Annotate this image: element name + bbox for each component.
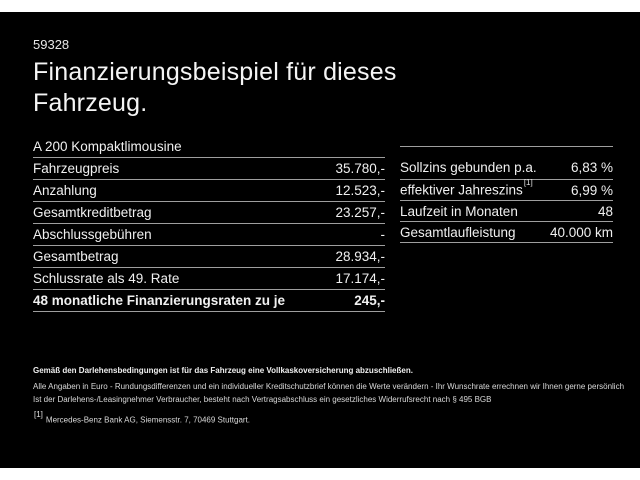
row-label: effektiver Jahreszins[1] <box>400 178 533 198</box>
top-frame-bar <box>0 0 640 12</box>
finance-table <box>33 136 385 312</box>
conditions-table <box>400 146 613 243</box>
table-row <box>33 180 385 202</box>
row-label: Fahrzeugpreis <box>33 161 120 176</box>
row-value: 17.174,- <box>335 271 385 286</box>
table-row <box>400 222 613 243</box>
row-label: Gesamtlaufleistung <box>400 224 516 240</box>
footnote-bank: [1]Mercedes-Benz Bank AG, Siemensstr. 7, 70469 Stuttgart. <box>34 410 251 425</box>
row-value: 6,99 % <box>570 182 613 198</box>
page-title-line2: Fahrzeug. <box>33 89 148 117</box>
vehicle-model-row <box>33 136 385 158</box>
row-label: Anzahlung <box>33 183 97 198</box>
footnote-insurance: Gemäß den Darlehensbedingungen ist für das Fahrzeug eine Vollkaskoversicherung abzuschließen. <box>33 366 413 375</box>
footnote-disclaimer: Alle Angaben in Euro - Rundungsdifferenzen und ein individueller Kreditschutzbrief können die Werte verändern - Ihr Wunschrate errechnen wir Ihnen gerne persönlich <box>33 382 625 391</box>
row-value: 6,83 % <box>570 160 613 175</box>
row-value: 48 <box>597 203 613 219</box>
footnotes <box>33 364 624 427</box>
table-row <box>33 246 385 268</box>
vehicle-model: A 200 Kompaktlimousine <box>33 139 182 154</box>
document-number: 59328 <box>33 37 70 52</box>
table-row <box>400 147 613 180</box>
row-label: Schlussrate als 49. Rate <box>33 271 180 286</box>
table-row <box>33 224 385 246</box>
row-value: - <box>380 227 385 242</box>
row-value: 245,- <box>354 293 385 308</box>
row-label: 48 monatliche Finanzierungsraten zu je <box>33 293 286 308</box>
row-value: 23.257,- <box>335 205 385 220</box>
row-value: 12.523,- <box>335 183 385 198</box>
footnote-legal: Ist der Darlehens-/Leasingnehmer Verbraucher, besteht nach Vertragsabschluss ein gesetzliches Widerrufsrecht nach § 495 BGB <box>33 395 492 404</box>
table-row <box>33 202 385 224</box>
page-title <box>33 57 593 119</box>
row-label: Gesamtbetrag <box>33 249 119 264</box>
table-row <box>33 268 385 290</box>
row-label: Gesamtkreditbetrag <box>33 205 152 220</box>
bottom-frame-bar <box>0 468 640 480</box>
table-row <box>33 158 385 180</box>
row-value: 28.934,- <box>335 249 385 264</box>
monthly-rate-row <box>33 290 385 312</box>
row-value: 35.780,- <box>335 161 385 176</box>
page-title-line1: Finanzierungsbeispiel für dieses <box>33 58 397 86</box>
row-label: Abschlussgebühren <box>33 227 152 242</box>
row-value: 40.000 km <box>549 224 613 240</box>
table-row <box>400 180 613 201</box>
row-label: Sollzins gebunden p.a. <box>400 160 537 175</box>
row-label: Laufzeit in Monaten <box>400 203 518 219</box>
footnote-marker: [1] <box>34 410 43 419</box>
table-row <box>400 201 613 222</box>
footnote-marker: [1] <box>523 178 533 188</box>
